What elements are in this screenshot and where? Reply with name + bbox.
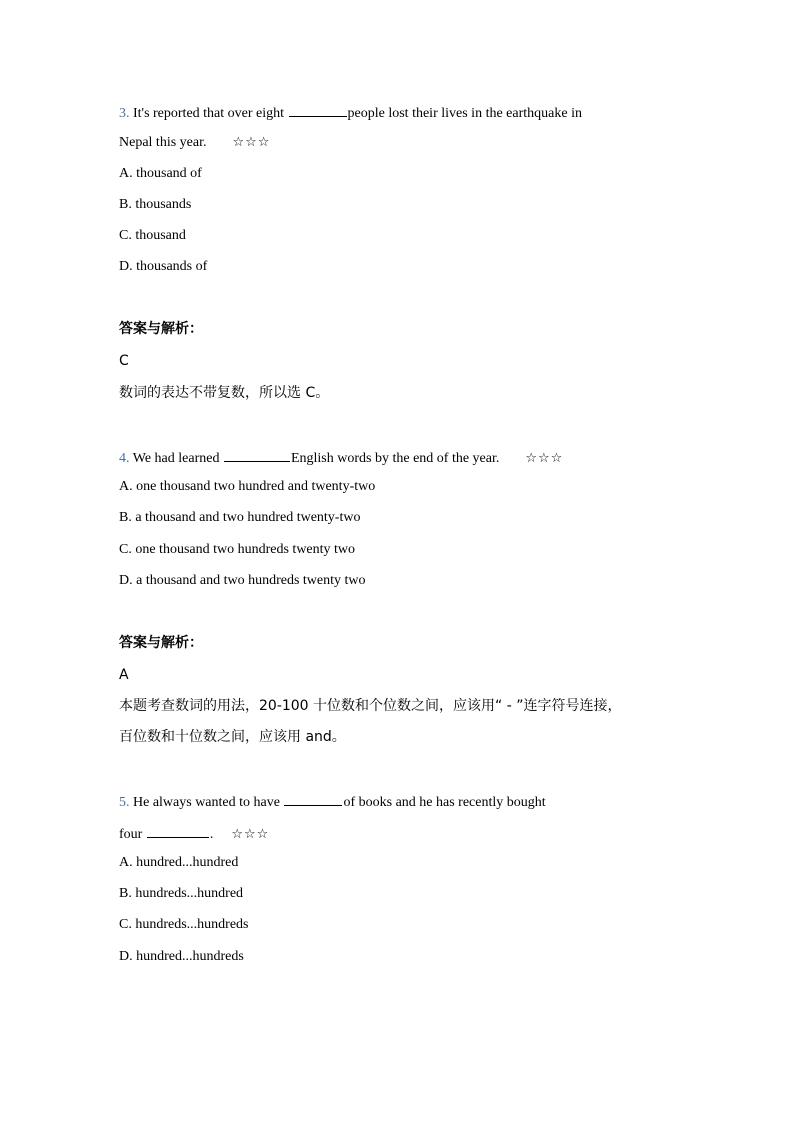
q5-stem-before: He always wanted to have: [129, 795, 284, 810]
q4-explanation-line2: 百位数和十位数之间，应该用 and。: [119, 729, 346, 745]
q4-option-d: D. a thousand and two hundreds twenty two: [119, 573, 366, 588]
q3-option-a: A. thousand of: [119, 166, 202, 181]
q5-option-a: A. hundred...hundred: [119, 855, 239, 870]
q3-number: 3.: [119, 106, 130, 121]
q3-stem-line1: [119, 102, 582, 123]
q5-blank-1: [284, 791, 342, 806]
q5-stem-line1: [119, 791, 546, 812]
q4-difficulty-stars: ☆☆☆: [525, 451, 564, 466]
q5-stem-after: of books and he has recently bought: [343, 795, 546, 810]
q5-stem-line2: [119, 823, 269, 844]
q3-blank: [289, 102, 347, 117]
q4-option-a: A. one thousand two hundred and twenty-two: [119, 479, 376, 494]
q4-answer: A: [119, 667, 129, 683]
q4-option-c: C. one thousand two hundreds twenty two: [119, 542, 356, 557]
q5-option-c: C. hundreds...hundreds: [119, 917, 249, 932]
q3-stem-after: people lost their lives in the earthquake in: [347, 106, 582, 121]
q5-number: 5.: [119, 795, 130, 810]
q4-answer-heading: 答案与解析：: [119, 635, 203, 651]
q3-answer: C: [119, 353, 129, 369]
q4-stem-after: English words by the end of the year.: [290, 451, 500, 466]
q5-blank-2: [147, 823, 209, 838]
q3-stem-line2-text: Nepal this year.: [119, 135, 207, 150]
q3-option-b: B. thousands: [119, 197, 192, 212]
q4-option-b: B. a thousand and two hundred twenty-two: [119, 510, 361, 525]
q3-stem-line2: [119, 134, 270, 152]
q4-stem-before: We had learned: [129, 451, 223, 466]
q5-option-b: B. hundreds...hundred: [119, 886, 244, 901]
q5-difficulty-stars: ☆☆☆: [231, 827, 270, 842]
q5-option-d: D. hundred...hundreds: [119, 949, 244, 964]
q3-option-c: C. thousand: [119, 228, 186, 243]
q4-blank: [224, 447, 290, 462]
q4-explanation-line1: 本题考查数词的用法，20-100 十位数和个位数之间，应该用“ - ”连字符号连接，: [119, 698, 622, 714]
q5-stem-line2-end: .: [209, 827, 214, 842]
q4-stem-line1: [119, 447, 563, 468]
q4-number: 4.: [119, 451, 130, 466]
q3-option-d: D. thousands of: [119, 259, 208, 274]
q3-stem-before: It's reported that over eight: [129, 106, 288, 121]
q3-answer-heading: 答案与解析：: [119, 321, 203, 337]
q5-stem-line2-text: four: [119, 827, 146, 842]
q3-explanation: 数词的表达不带复数，所以选 C。: [119, 385, 330, 401]
q3-difficulty-stars: ☆☆☆: [232, 135, 271, 150]
